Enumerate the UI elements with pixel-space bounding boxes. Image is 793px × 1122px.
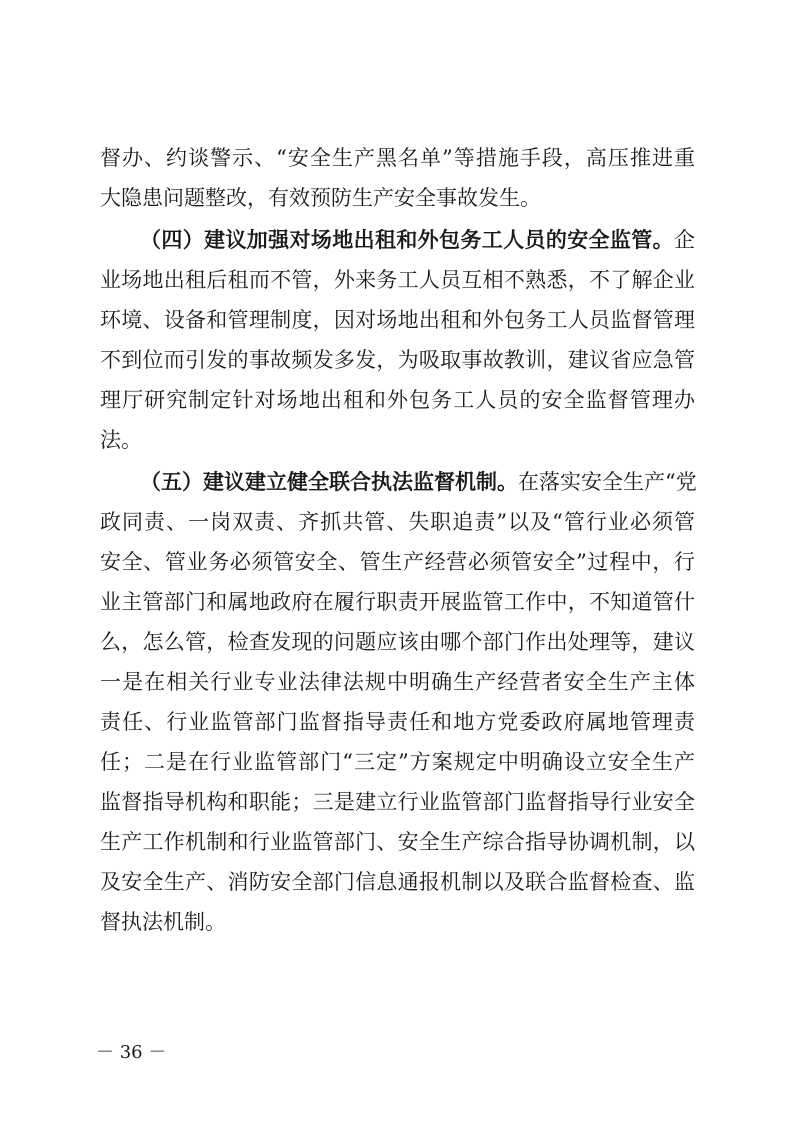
- paragraph-line: 生产工作机制和行业监管部门、安全生产综合指导协调机制，以: [100, 830, 695, 854]
- paragraph-line: 任；二是在行业监管部门“三定”方案规定中明确设立安全生产: [100, 750, 695, 774]
- paragraph-line: 监督指导机构和职能；三是建立行业监管部门监督指导行业安全: [100, 790, 695, 814]
- paragraph-line: 一是在相关行业专业法律法规中明确生产经营者安全生产主体: [100, 670, 695, 694]
- paragraph-line: 环境、设备和管理制度，因对场地出租和外包务工人员监督管理: [100, 308, 695, 332]
- paragraph-line: 督办、约谈警示、“安全生产黑名单”等措施手段，高压推进重: [100, 146, 695, 170]
- paragraph-first-line: [140, 222, 695, 258]
- paragraph-line: 政同责、一岗双责、齐抓共管、失职追责”以及“管行业必须管: [100, 510, 695, 534]
- section-heading-5: （五）建议建立健全联合执法监督机制。: [140, 469, 518, 494]
- paragraph-line: 安全、管业务必须管安全、管生产经营必须管安全”过程中，行: [100, 550, 695, 574]
- paragraph-line-tail: 企: [674, 228, 695, 252]
- paragraph-line: 督执法机制。: [100, 910, 226, 934]
- paragraph-line: 么，怎么管，检查发现的问题应该由哪个部门作出处理等，建议: [100, 630, 695, 654]
- paragraph-line: 大隐患问题整改，有效预防生产安全事故发生。: [100, 186, 541, 210]
- paragraph-line: 责任、行业监管部门监督指导责任和地方党委政府属地管理责: [100, 710, 695, 734]
- paragraph-line: 理厅研究制定针对场地出租和外包务工人员的安全监督管理办: [100, 388, 695, 412]
- paragraph-line: 业场地出租后租而不管，外来务工人员互相不熟悉，不了解企业: [100, 268, 695, 292]
- section-heading-4: （四）建议加强对场地出租和外包务工人员的安全监管。: [140, 227, 674, 252]
- page-number: － 36 －: [96, 1042, 167, 1063]
- paragraph-line-tail: 在落实安全生产“党: [518, 470, 697, 494]
- paragraph-first-line: [140, 464, 695, 500]
- paragraph-line: 业主管部门和属地政府在履行职责开展监管工作中，不知道管什: [100, 590, 695, 614]
- paragraph-line: 不到位而引发的事故频发多发，为吸取事故教训，建议省应急管: [100, 348, 695, 372]
- paragraph-line: 法。: [100, 428, 142, 452]
- paragraph-line: 及安全生产、消防安全部门信息通报机制以及联合监督检查、监: [100, 870, 695, 894]
